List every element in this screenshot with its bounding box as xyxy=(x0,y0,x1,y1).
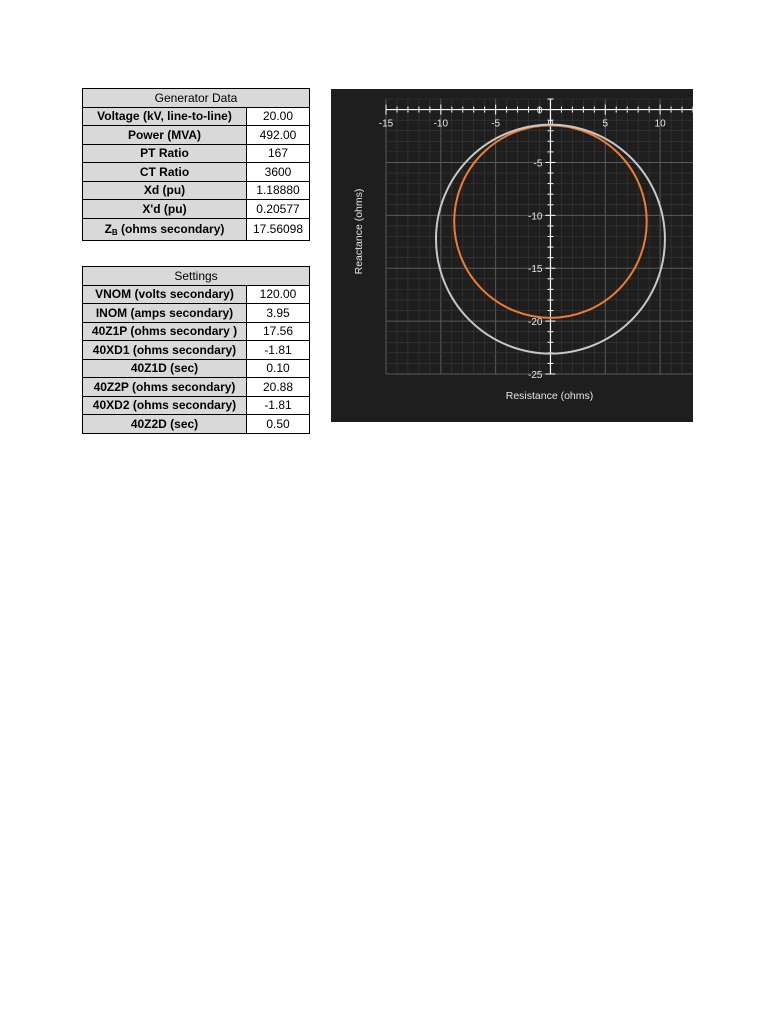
row-label-rest: (ohms secondary) xyxy=(117,221,225,236)
row-label: 40XD2 (ohms secondary) xyxy=(83,396,247,415)
row-label xyxy=(83,218,247,240)
row-value: 167 xyxy=(247,144,310,163)
table-row xyxy=(83,200,310,219)
row-value: 3.95 xyxy=(247,304,310,323)
table-row xyxy=(83,163,310,182)
x-tick-label: -15 xyxy=(378,118,394,130)
row-value: 0.20577 xyxy=(247,200,310,219)
table-row xyxy=(83,359,310,378)
settings-header: Settings xyxy=(83,267,310,286)
table-row xyxy=(83,322,310,341)
table-row xyxy=(83,304,310,323)
row-value: 0.10 xyxy=(247,359,310,378)
row-label: 40Z2P (ohms secondary) xyxy=(83,378,247,397)
x-tick-label: -5 xyxy=(491,118,501,130)
row-value: 20.88 xyxy=(247,378,310,397)
row-label: INOM (amps secondary) xyxy=(83,304,247,323)
row-label: 40Z1P (ohms secondary ) xyxy=(83,322,247,341)
generator-data-table xyxy=(82,88,310,241)
row-label: VNOM (volts secondary) xyxy=(83,285,247,304)
row-value: 1.18880 xyxy=(247,181,310,200)
y-axis-label: Reactance (ohms) xyxy=(353,188,365,275)
row-value: -1.81 xyxy=(247,396,310,415)
y-tick-label: 0 xyxy=(536,105,543,117)
x-tick-label: 0 xyxy=(547,118,554,130)
row-value: 492.00 xyxy=(247,126,310,145)
row-label: 40Z1D (sec) xyxy=(83,359,247,378)
y-tick-label: -5 xyxy=(533,158,543,170)
row-label: X'd (pu) xyxy=(83,200,247,219)
row-label: 40XD1 (ohms secondary) xyxy=(83,341,247,360)
table-row xyxy=(83,181,310,200)
y-tick-label: -10 xyxy=(528,211,543,223)
generator-data-header: Generator Data xyxy=(83,89,310,108)
table-row xyxy=(83,396,310,415)
row-label: Xd (pu) xyxy=(83,181,247,200)
table-row xyxy=(83,285,310,304)
table-row xyxy=(83,341,310,360)
row-value: 17.56 xyxy=(247,322,310,341)
row-value: 120.00 xyxy=(247,285,310,304)
table-row xyxy=(83,378,310,397)
row-label: Voltage (kV, line-to-line) xyxy=(83,107,247,126)
row-value: 3600 xyxy=(247,163,310,182)
row-label-main: Z xyxy=(104,221,112,236)
table-row xyxy=(83,415,310,434)
row-value: 20.00 xyxy=(247,107,310,126)
row-value: -1.81 xyxy=(247,341,310,360)
y-tick-label: -25 xyxy=(528,370,543,381)
row-label: Power (MVA) xyxy=(83,126,247,145)
x-tick-label: -10 xyxy=(433,118,449,130)
table-row xyxy=(83,144,310,163)
row-value: 17.56098 xyxy=(247,218,310,240)
table-row xyxy=(83,126,310,145)
row-label: 40Z2D (sec) xyxy=(83,415,247,434)
row-label: CT Ratio xyxy=(83,163,247,182)
impedance-plot xyxy=(331,89,693,422)
table-row xyxy=(83,218,310,240)
settings-table xyxy=(82,266,310,434)
row-label: PT Ratio xyxy=(83,144,247,163)
table-row xyxy=(83,107,310,126)
x-tick-label: 10 xyxy=(654,118,666,130)
x-tick-label: 5 xyxy=(602,118,609,130)
y-tick-label: -20 xyxy=(528,317,543,329)
row-label-subscript: B xyxy=(111,227,118,237)
y-tick-label: -15 xyxy=(528,264,543,276)
x-axis-label: Resistance (ohms) xyxy=(505,390,594,402)
impedance-chart xyxy=(331,89,693,422)
row-value: 0.50 xyxy=(247,415,310,434)
